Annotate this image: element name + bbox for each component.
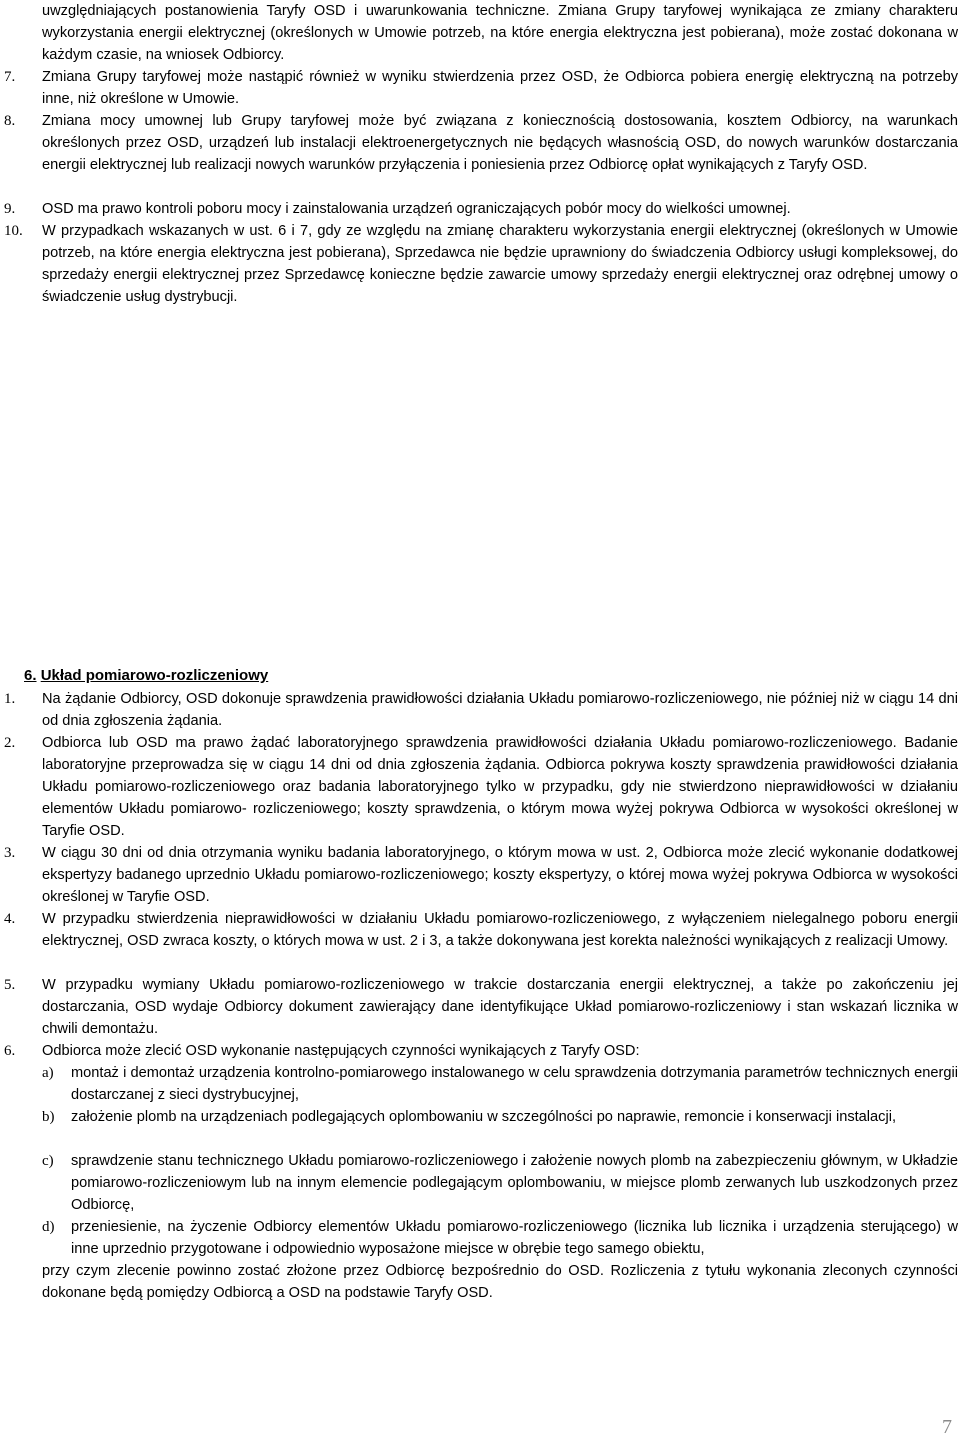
item-text: OSD ma prawo kontroli poboru mocy i zainstalowania urządzeń ograniczających pobór mocy do wielkości umownej. [42, 201, 791, 217]
sub-item-6-b [42, 1106, 958, 1128]
list-item-5-7 [4, 66, 958, 110]
list-item-6-4 [4, 908, 958, 952]
sub-item-6-d [42, 1216, 958, 1260]
item-6-closing-text: przy czym zlecenie powinno zostać złożone przez Odbiorcę bezpośrednio do OSD. Rozliczenia z tytułu wykonania zleconych czynności dokonane będą pomiędzy Odbiorcą a OSD na podstawie Taryfy OSD. [42, 1263, 958, 1301]
sub-item-letter: b) [42, 1109, 55, 1125]
paragraph-continuation: uwzględniających postanowienia Taryfy OSD i uwarunkowania techniczne. Zmiana Grupy taryfowej wynikająca ze zmiany charakteru wykorzystania energii elektrycznej (określonych w Umowie potrzeb, na które energia elektryczna jest pobierana), może zostać dokonana w każdym czasie, na wniosek Odbiorcy. [42, 3, 958, 63]
item-text: Odbiorca może zlecić OSD wykonanie następujących czynności wynikających z Taryfy OSD: [42, 1043, 640, 1059]
item-text: Na żądanie Odbiorcy, OSD dokonuje sprawdzenia prawidłowości działania Układu pomiarowo-rozliczeniowego, nie później niż w ciągu 14 dni od dnia zgłoszenia żądania. [42, 691, 958, 729]
page-number: 7 [942, 1416, 952, 1438]
sub-item-6-a [42, 1062, 958, 1106]
item-number: 1. [4, 691, 16, 707]
list-item-6-3 [4, 842, 958, 908]
list-item-5-8 [4, 110, 958, 176]
sub-item-letter: c) [42, 1153, 54, 1169]
sub-item-text: montaż i demontaż urządzenia kontrolno-pomiarowego instalowanego w celu sprawdzenia dotrzymania parametrów technicznych energii dostarczanej z sieci dystrybucyjnej, [71, 1065, 958, 1103]
sub-item-text: sprawdzenie stanu technicznego Układu pomiarowo-rozliczeniowego i założenie nowych plomb na zabezpieczeniu głównym, w Układzie pomiarowo-rozliczeniowym lub na innym elemencie podlegającym oplombowaniu, w miejsce plomb zerwanych lub uszkodzonych przez Odbiorcę, [71, 1153, 958, 1213]
item-number: 8. [4, 113, 16, 129]
item-text: Zmiana Grupy taryfowej może nastąpić również w wyniku stwierdzenia przez OSD, że Odbiorca pobiera energię elektryczną na potrzeby inne, niż określone w Umowie. [42, 69, 958, 107]
list-item-5-9 [4, 198, 958, 220]
sub-item-text: przeniesienie, na życzenie Odbiorcy elementów Układu pomiarowo-rozliczeniowego (licznika lub licznika i urządzenia sterującego) w inne uprzednio przygotowane i odpowiednio wyposażone miejsce w obrębie tego samego obiektu, [71, 1219, 958, 1257]
sub-item-6-c [42, 1150, 958, 1216]
item-number: 5. [4, 977, 16, 993]
item-number: 9. [4, 201, 16, 217]
list-item-6-6 [4, 1040, 958, 1062]
item-text: Zmiana mocy umownej lub Grupy taryfowej może być związana z koniecznością dostosowania, kosztem Odbiorcy, na warunkach określonych przez OSD, urządzeń lub instalacji elektroenergetycznych nie będących własnością OSD, do nowych warunków dostarczania energii elektrycznej lub realizacji nowych warunków przyłączenia i poniesienia przez Odbiorcę opłat wynikających z Taryfy OSD. [42, 113, 958, 173]
list-item-5-10 [4, 220, 958, 308]
item-text: W przypadku wymiany Układu pomiarowo-rozliczeniowego w trakcie dostarczania energii elektrycznej, a także po zakończeniu jej dostarczania, OSD wydaje Odbiorcy dokument zawierający dane identyfikujące Układ pomiarowo-rozliczeniowy i stan wskazań licznika w chwili demontażu. [42, 977, 958, 1037]
item-text: W przypadkach wskazanych w ust. 6 i 7, gdy ze względu na zmianę charakteru wykorzystania energii elektrycznej (określonych w Umowie potrzeb, na które energia elektryczna jest pobierana), Sprzedawca nie będzie uprawniony do świadczenia Odbiorcy usługi kompleksowej, do sprzedaży energii elektrycznej przez Sprzedawcę konieczne będzie zawarcie umowy sprzedaży energii elektrycznej oraz odrębnej umowy o świadczenie usług dystrybucji. [42, 223, 958, 305]
item-text: W ciągu 30 dni od dnia otrzymania wyniku badania laboratoryjnego, o którym mowa w ust. 2, Odbiorca może zlecić wykonanie dodatkowej ekspertyzy badanego uprzednio Układu pomiarowo-rozliczeniowego; koszty ekspertyzy, o której mowa wyżej pokrywa Odbiorca w wysokości określonej w Taryfie OSD. [42, 845, 958, 905]
item-number: 2. [4, 735, 16, 751]
item-number: 10. [4, 223, 23, 239]
item-number: 7. [4, 69, 16, 85]
list-item-6-5 [4, 974, 958, 1040]
item-number: 4. [4, 911, 16, 927]
list-item-6-1 [4, 688, 958, 732]
section-heading [24, 665, 268, 687]
item-text: W przypadku stwierdzenia nieprawidłowości w działaniu Układu pomiarowo-rozliczeniowego, z wyłączeniem nielegalnego poboru energii elektrycznej, OSD zwraca koszty, o których mowa w ust. 2 i 3, a także dokonywana jest korekta należności wynikających z realizacji Umowy. [42, 911, 958, 949]
sub-item-letter: d) [42, 1219, 55, 1235]
sub-item-letter: a) [42, 1065, 54, 1081]
section-title: Układ pomiarowo-rozliczeniowy [40, 667, 269, 684]
sub-item-text: założenie plomb na urządzeniach podlegających oplombowaniu w szczególności po naprawie, remoncie i konserwacji instalacji, [71, 1109, 896, 1125]
item-number: 3. [4, 845, 16, 861]
section-number: 6. [24, 667, 37, 684]
item-number: 6. [4, 1043, 16, 1059]
item-text: Odbiorca lub OSD ma prawo żądać laboratoryjnego sprawdzenia prawidłowości działania Układu pomiarowo-rozliczeniowego. Badanie laboratoryjne przeprowadza się w ciągu 14 dni od dnia zgłoszenia żądania. Odbiorca pokrywa koszty sprawdzenia prawidłowości działania Układu pomiarowo-rozliczeniowego oraz badania laboratoryjnego tylko w przypadku, gdy nie stwierdzono nieprawidłowości w działaniu elementów Układu pomiarowo- rozliczeniowego; koszty sprawdzenia, o którym mowa wyżej pokrywa Odbiorca w wysokości określonej w Taryfie OSD. [42, 735, 958, 839]
list-item-6-2 [4, 732, 958, 842]
